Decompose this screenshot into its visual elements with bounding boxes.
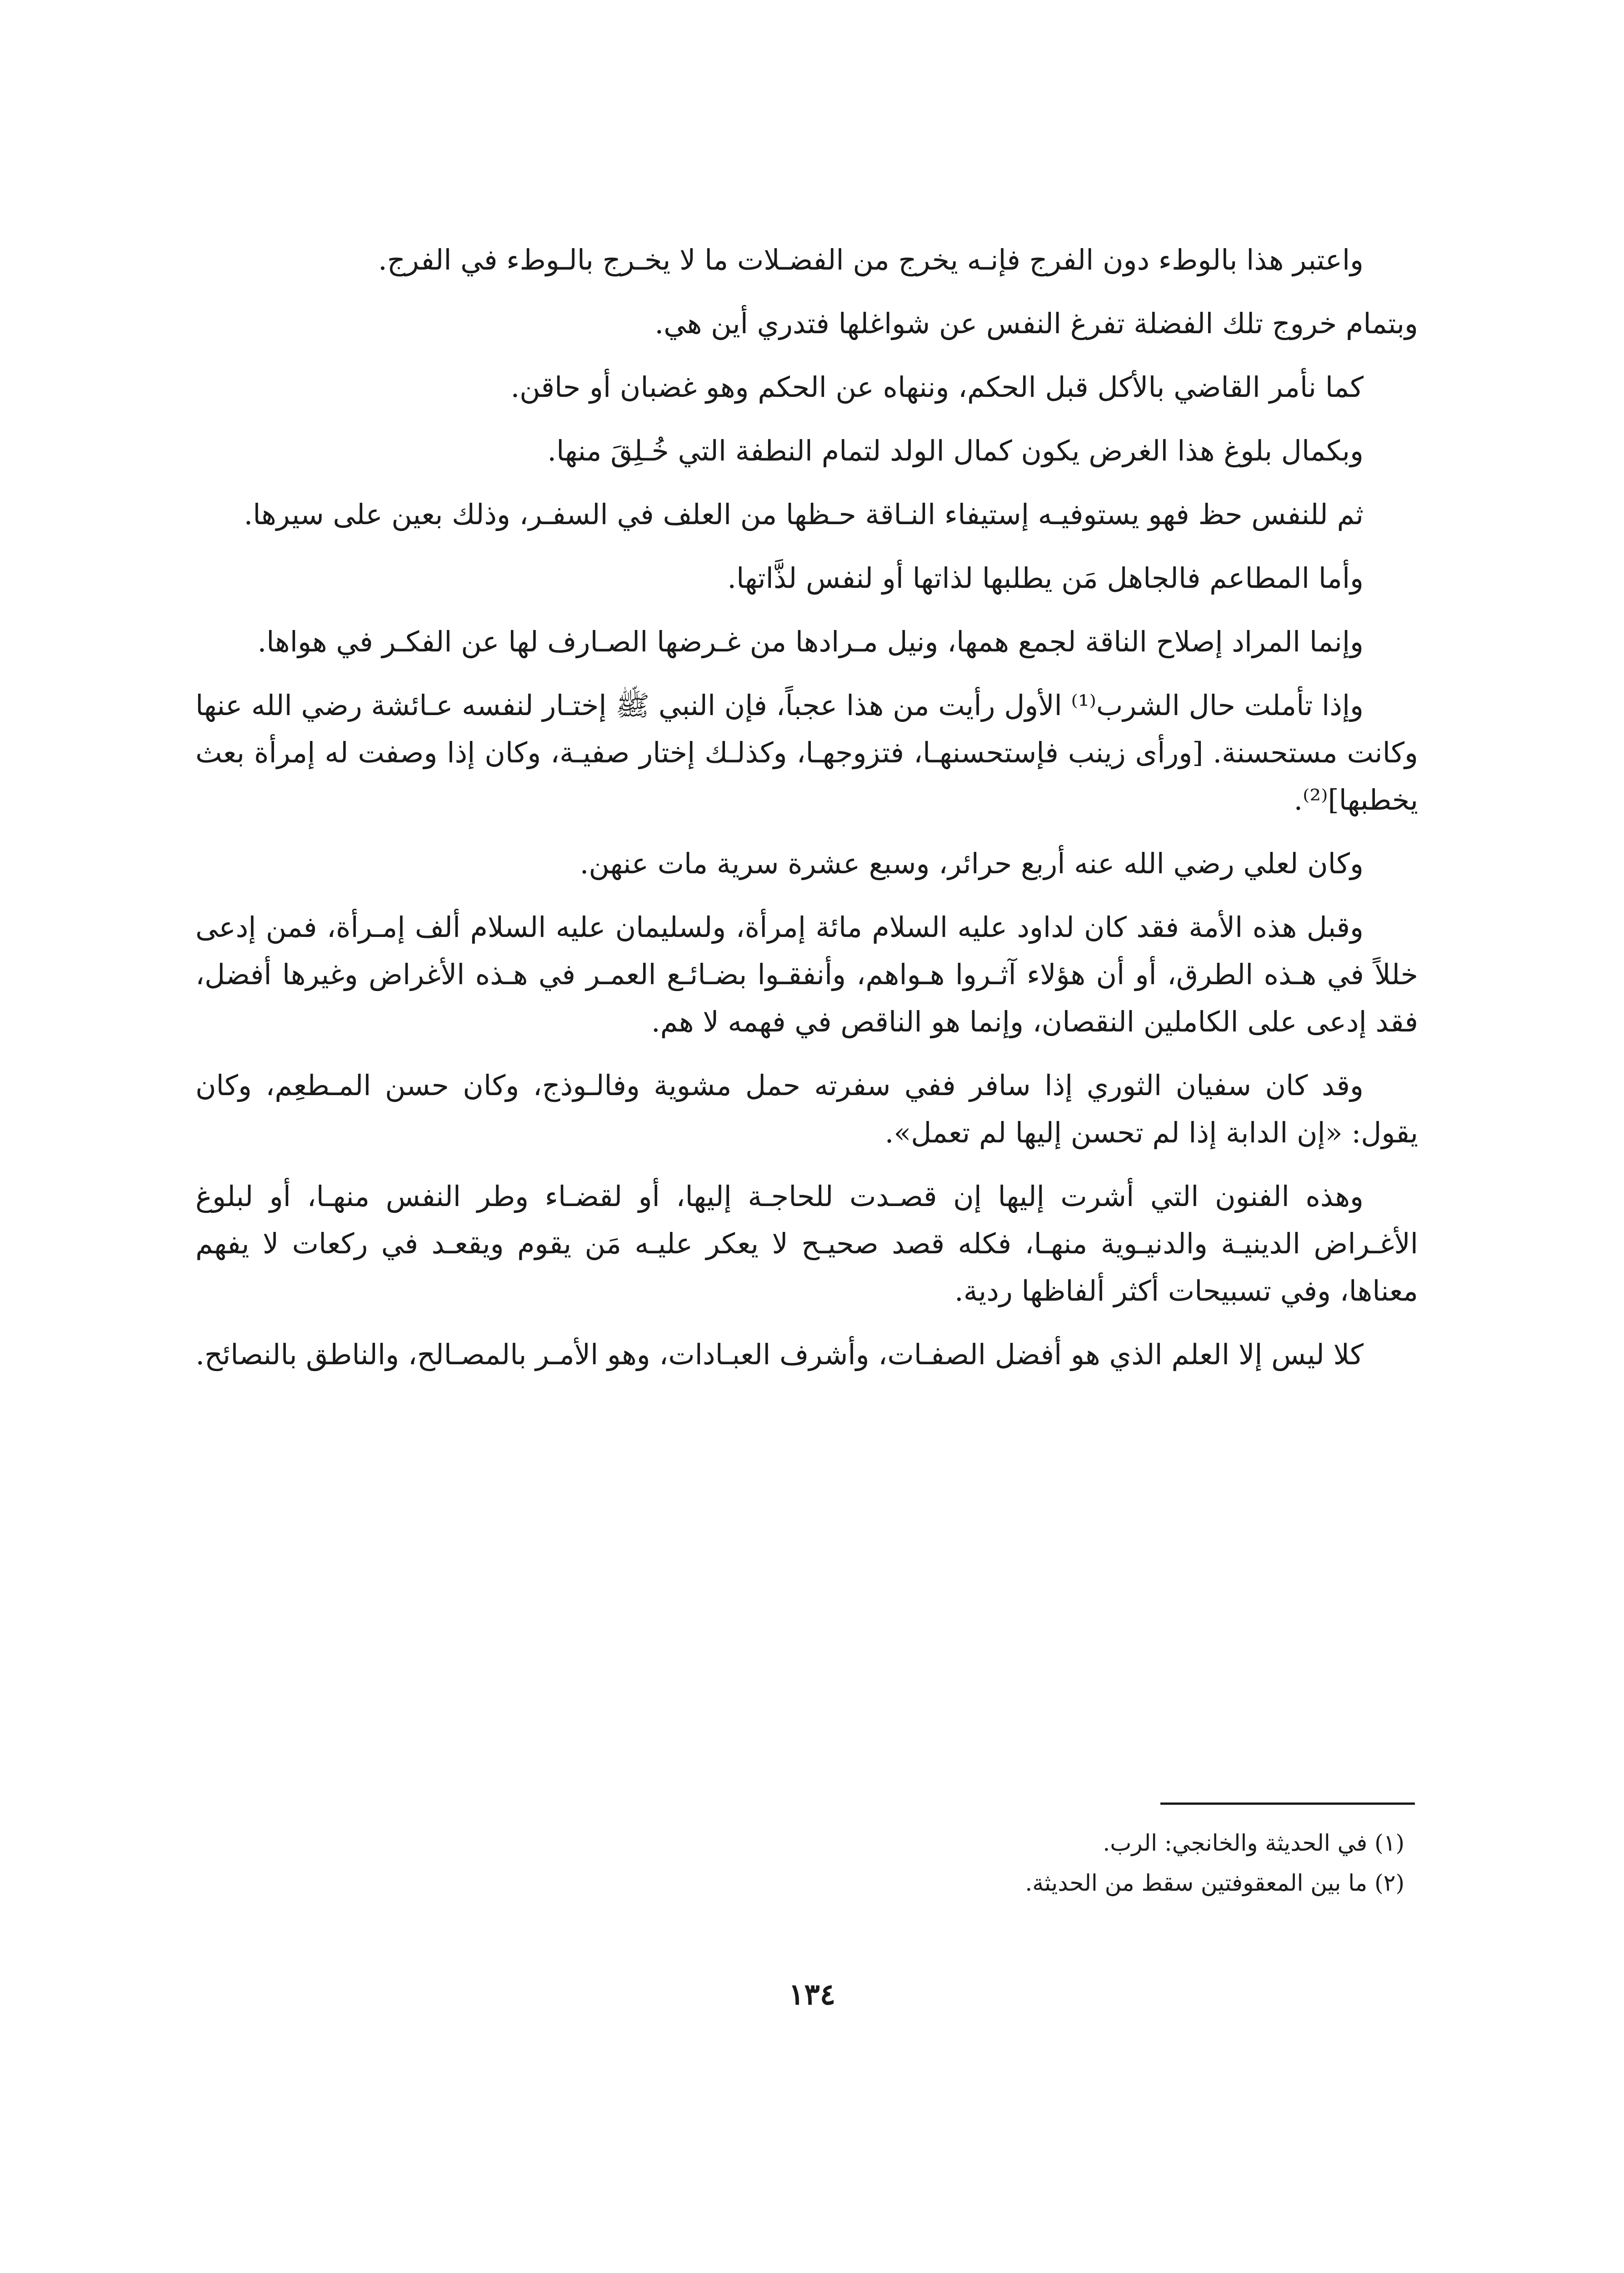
page-number: ١٣٤: [788, 1978, 836, 2012]
footnote-divider: [1160, 1802, 1415, 1805]
footnote-1: (١) في الحديثة والخانجي: الرب.: [1103, 1830, 1404, 1856]
paragraph-5: ثم للنفس حظ فهو يستوفيـه إستيفاء النـاقة حـظها من العلف في السفـر، وذلك بعين على سيرها.: [244, 498, 1364, 531]
footnotes: [195, 1823, 1404, 1903]
paragraph-10: وقبل هذه الأمة فقد كان لداود عليه السلام مائة إمرأة، ولسليمان عليه السلام ألف إمـرأة، فمن إدعى خللاً في هـذه الطرق، أو أن هؤلاء آثـروا هـواهم، وأنفقـوا بضـائـع العمـر في هـذه الأغراض وغيرها أفضل، فقد إدعى على الكاملين النقصان، وإنما هو الناقص في فهمه لا هم.: [195, 911, 1418, 1038]
paragraph-9: وكان لعلي رضي الله عنه أربع حرائر، وسبع عشرة سرية مات عنهن.: [580, 847, 1364, 880]
paragraph-1: واعتبر هذا بالوطء دون الفرج فإنـه يخرج من الفضـلات ما لا يخـرج بالـوطء في الفرج.: [378, 243, 1364, 276]
paragraph-2: وبتمام خروج تلك الفضلة تفرغ النفس عن شواغلها فتدري أين هي.: [655, 307, 1418, 340]
footnote-2: (٢) ما بين المعقوفتين سقط من الحديثة.: [1025, 1870, 1404, 1896]
paragraph-7: وإنما المراد إصلاح الناقة لجمع همها، ونيل مـرادها من غـرضها الصـارف لها عن الفكـر في هواها.: [257, 625, 1364, 658]
paragraph-13: كلا ليس إلا العلم الذي هو أفضل الصفـات، وأشرف العبـادات، وهو الأمـر بالمصـالح، والناطق بالنصائح.: [195, 1338, 1364, 1371]
paragraph-6: وأما المطاعم فالجاهل مَن يطلبها لذاتها أو لنفس لذَّاتها.: [727, 561, 1364, 595]
paragraph-4: وبكمال بلوغ هذا الغرض يكون كمال الولد لتمام النطفة التي خُـلِقَ منها.: [547, 434, 1364, 467]
paragraph-12: وهذه الفنون التي أشرت إليها إن قصـدت للحاجـة إليها، أو لقضـاء وطر النفس منهـا، أو لبلوغ الأغـراض الدينيـة والدنيـوية منهـا، فكله قصد صحيـح لا يعكر عليـه مَن يقوم ويقعـد في ركعات لا يفهم معناها، وفي تسبيحات أكثر ألفاظها ردية.: [195, 1180, 1418, 1307]
paragraph-11: وقد كان سفيان الثوري إذا سافر ففي سفرته حمل مشوية وفالـوذج، وكان حسن المـطعِم، وكان يقول: «إن الدابة إذا لم تحسن إليها لم تعمل».: [195, 1069, 1418, 1149]
body-text: [195, 236, 1418, 1395]
paragraph-3: كما نأمر القاضي بالأكل قبل الحكم، وننهاه عن الحكم وهو غضبان أو حاقن.: [510, 370, 1364, 404]
paragraph-8: وإذا تأملت حال الشرب⁽¹⁾ الأول رأيت من هذا عجباً، فإن النبي ﷺ إختـار لنفسه عـائشة رضي الله عنها وكانت مستحسنة. [ورأى زينب فإستحسنهـا، فتزوجهـا، وكذلـك إختار صفيـة، وكان إذا وصفت له إمرأة بعث يخطبها]⁽²⁾.: [195, 689, 1418, 816]
